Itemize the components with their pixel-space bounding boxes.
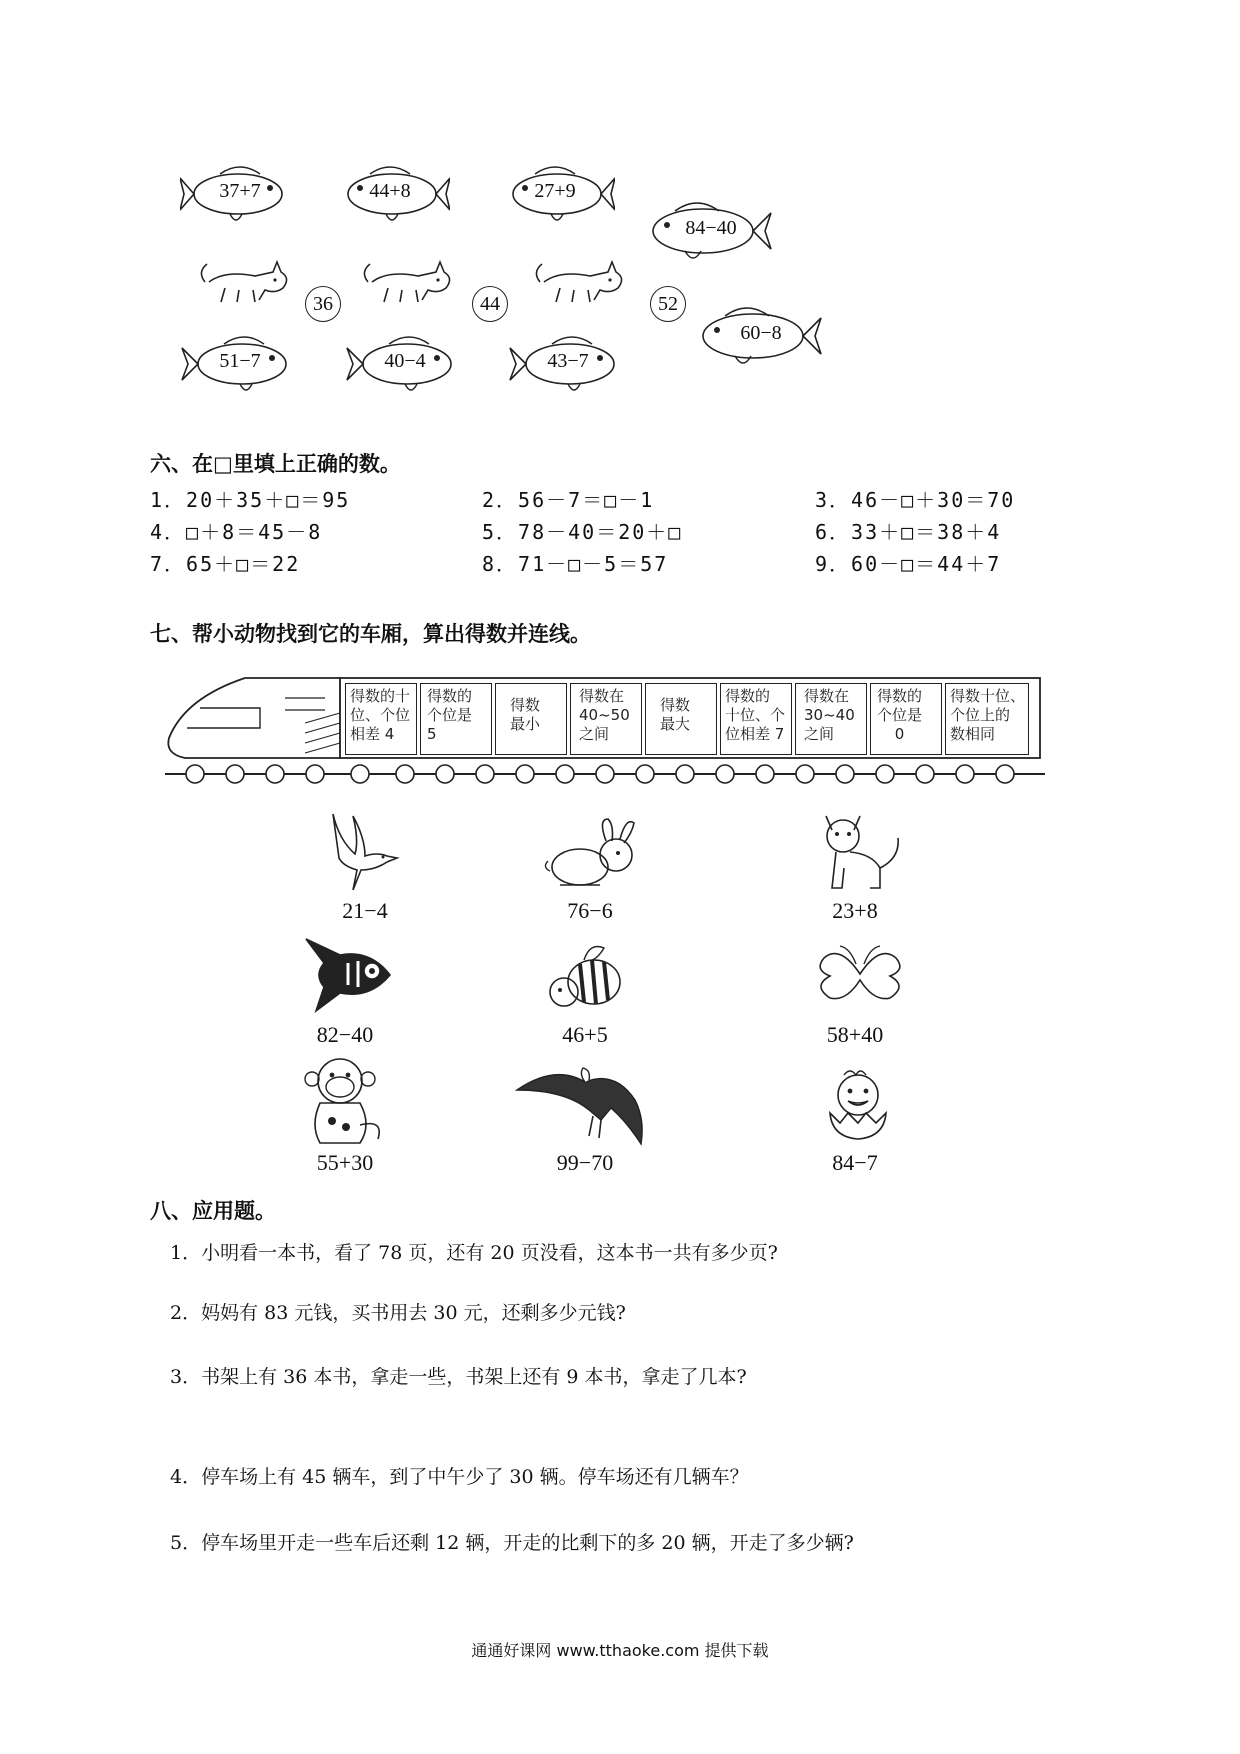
animal-expression[interactable]: 76−6 [567, 898, 613, 923]
answer-circle[interactable]: 52 [650, 286, 686, 322]
train-car[interactable] [495, 683, 567, 755]
word-problem[interactable]: 3．书架上有 36 本书，拿走一些，书架上还有 9 本书，拿走了几本? [170, 1366, 747, 1388]
cat-icon [820, 808, 910, 896]
cat-icon [530, 252, 630, 307]
fish-card[interactable] [180, 328, 300, 398]
fish-expression: 40−4 [384, 350, 426, 372]
train-car[interactable] [795, 683, 867, 755]
animal-expression[interactable]: 99−70 [556, 1150, 614, 1175]
animal-expression[interactable]: 46+5 [562, 1022, 608, 1047]
car-label: 得数在 30~40 之间 [804, 687, 855, 743]
car-label: 得数的 个位是 0 [877, 687, 923, 743]
answer-circle[interactable]: 36 [305, 286, 341, 322]
car-label: 得数的 十位、个 位相差 7 [725, 687, 786, 743]
car-label: 得数在 40~50 之间 [579, 687, 630, 743]
section-7-heading: 七、帮小动物找到它的车厢，算出得数并连线。 [150, 622, 591, 646]
word-problem[interactable]: 5．停车场里开走一些车后还剩 12 辆，开走的比剩下的多 20 辆，开走了多少辆? [170, 1532, 854, 1554]
fill-blank-problem[interactable]: 3．46－□＋30＝70 [815, 488, 1016, 512]
car-label: 得数的十 位、个位 相差 4 [350, 687, 411, 743]
train-car[interactable] [945, 683, 1029, 755]
fish-icon [300, 935, 400, 1015]
train-car[interactable] [570, 683, 642, 755]
train-car[interactable] [345, 683, 417, 755]
bird-icon [325, 810, 405, 895]
car-label: 得数十位、 个位上的 数相同 [950, 687, 1026, 743]
fish-card[interactable] [508, 328, 628, 398]
train-car[interactable] [870, 683, 942, 755]
fish-card[interactable] [645, 195, 775, 265]
fish-card[interactable] [330, 158, 450, 228]
monkey-icon [300, 1055, 390, 1150]
car-label: 得数的 个位是 5 [427, 687, 473, 743]
fill-blank-problem[interactable]: 2．56－7＝□－1 [482, 488, 655, 512]
animal-expression[interactable]: 58+40 [826, 1022, 884, 1047]
fish-expression: 51−7 [219, 350, 261, 372]
car-label: 得数 最大 [660, 696, 691, 733]
train-car[interactable] [420, 683, 492, 755]
fish-expression: 84−40 [685, 217, 737, 239]
bee-icon [540, 938, 630, 1018]
fill-blank-problem[interactable]: 9．60－□＝44＋7 [815, 552, 1002, 576]
word-problem[interactable]: 2．妈妈有 83 元钱，买书用去 30 元，还剩多少元钱? [170, 1302, 626, 1324]
rabbit-icon [540, 815, 640, 895]
fill-blank-problem[interactable]: 7．65＋□＝22 [150, 552, 301, 576]
fill-blank-problem[interactable]: 8．71－□－5＝57 [482, 552, 669, 576]
fish-expression: 27+9 [534, 180, 576, 202]
fish-card[interactable] [695, 300, 825, 370]
fill-blank-problem[interactable]: 6．33＋□＝38＋4 [815, 520, 1002, 544]
duckling-icon [820, 1065, 900, 1145]
fill-blank-problem[interactable]: 4．□＋8＝45－8 [150, 520, 323, 544]
word-problem[interactable]: 4．停车场上有 45 辆车，到了中午少了 30 辆。停车场还有几辆车？ [170, 1466, 749, 1488]
animal-expression[interactable]: 82−40 [316, 1022, 374, 1047]
section-8-heading: 八、应用题。 [150, 1199, 276, 1223]
animal-expression[interactable]: 84−7 [832, 1150, 878, 1175]
train-car[interactable] [720, 683, 792, 755]
fish-expression: 43−7 [547, 350, 589, 372]
section-6-heading: 六、在□里填上正确的数。 [150, 452, 401, 476]
train-car[interactable] [645, 683, 717, 755]
fill-blank-problem[interactable]: 5．78－40＝20＋□ [482, 520, 683, 544]
fish-expression: 44+8 [369, 180, 411, 202]
cat-icon [195, 252, 295, 307]
butterfly-icon [810, 940, 910, 1010]
answer-circle[interactable]: 44 [472, 286, 508, 322]
fish-card[interactable] [180, 158, 300, 228]
fill-blank-problem[interactable]: 1．20＋35＋□＝95 [150, 488, 351, 512]
cat-icon [358, 252, 458, 307]
fish-card[interactable] [495, 158, 615, 228]
animal-expression[interactable]: 21−4 [342, 898, 388, 923]
car-label: 得数 最小 [510, 696, 541, 733]
fish-card[interactable] [345, 328, 465, 398]
fish-expression: 60−8 [740, 322, 782, 344]
eagle-icon [515, 1060, 655, 1150]
fish-expression: 37+7 [219, 180, 261, 202]
page-footer: 通通好课网 www.tthaoke.com 提供下载 [471, 1641, 769, 1660]
word-problem[interactable]: 1．小明看一本书，看了 78 页，还有 20 页没看，这本书一共有多少页? [170, 1242, 778, 1264]
animal-expression[interactable]: 23+8 [832, 898, 878, 923]
animal-expression[interactable]: 55+30 [316, 1150, 374, 1175]
